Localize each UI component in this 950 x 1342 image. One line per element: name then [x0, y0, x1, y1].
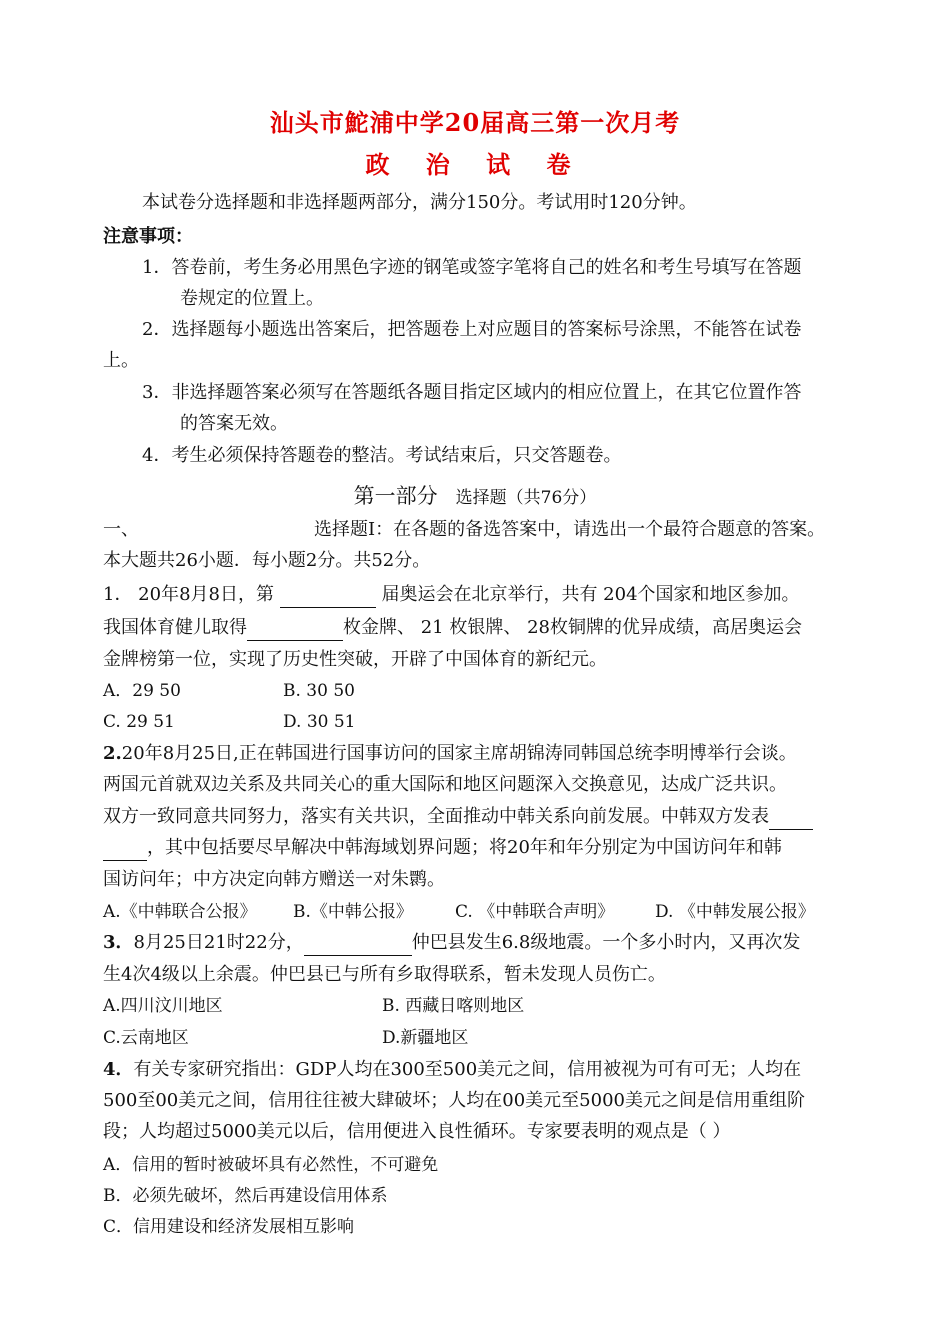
- question-2-line: 两国元首就双边关系及共同关心的重大国际和地区问题深入交换意见，达成广泛共识。: [103, 774, 787, 795]
- question-1-line: 我国体育健儿取得 枚金牌、 21 枚银牌、 28枚铜牌的优异成绩，高居奥运会: [103, 616, 802, 641]
- section-instructions-2: 本大题共26小题．每小题2分。共52分。: [103, 550, 431, 571]
- notice-item: 上。: [103, 350, 139, 371]
- option-a: A.《中韩联合公报》: [103, 902, 257, 922]
- exam-title: 汕头市鮀浦中学20届高三第一次月考: [269, 108, 681, 137]
- question-number: 4．: [103, 1059, 134, 1080]
- notice-item: 4．考生必须保持答题卷的整洁。考试结束后，只交答题卷。: [142, 445, 622, 466]
- question-1-line: 1． 20年8月8日，第 届奥运会在北京举行，共有 204个国家和地区参加。: [103, 583, 800, 608]
- option-d: D. 30 51: [283, 712, 356, 732]
- option-c: C. 《中韩联合声明》: [455, 902, 615, 922]
- section-number: 一、: [103, 519, 139, 540]
- question-number: 2.: [103, 743, 122, 764]
- question-2-line: 2.20年8月25日,正在韩国进行国事访问的国家主席胡锦涛同韩国总统李明博举行会谈。: [103, 743, 797, 764]
- intro-text: 本试卷分选择题和非选择题两部分，满分150分。考试用时120分钟。: [142, 192, 697, 213]
- option-b: B．必须先破坏，然后再建设信用体系: [103, 1186, 388, 1206]
- question-3-line: 3．8月25日21时22分， 仲巴县发生6.8级地震。一个多小时内，又再次发: [103, 931, 800, 956]
- question-4-line: 4．有关专家研究指出：GDP人均在300至500美元之间，信用被视为可有可无；人均在: [103, 1059, 802, 1080]
- question-4-line: 500至00美元之间，信用往往被大肆破坏；人均在00美元至5000美元之间是信用重组阶: [103, 1090, 805, 1111]
- option-d: D. 《中韩发展公报》: [655, 902, 815, 922]
- option-b: B. 西藏日喀则地区: [382, 996, 525, 1016]
- exam-subtitle: 政 治 试 卷: [365, 150, 585, 179]
- question-1-line: 金牌榜第一位，实现了历史性突破，开辟了中国体育的新纪元。: [103, 649, 607, 670]
- notice-item: 的答案无效。: [180, 413, 288, 434]
- question-number: 3．: [103, 932, 134, 953]
- option-a: A.四川汶川地区: [103, 996, 223, 1016]
- notice-item: 3．非选择题答案必须写在答题纸各题目指定区域内的相应位置上，在其它位置作答: [142, 382, 802, 403]
- option-b: B. 30 50: [283, 681, 355, 701]
- notice-heading: 注意事项：: [103, 226, 193, 247]
- option-a: A．信用的暂时被破坏具有必然性，不可避免: [103, 1155, 439, 1175]
- notice-item: 卷规定的位置上。: [180, 288, 324, 309]
- question-2-line: 双方一致同意共同努力，落实有关共识，全面推动中韩关系向前发展。中韩双方发表: [103, 805, 813, 830]
- notice-item: 1．答卷前，考生务必用黑色字迹的钢笔或签字笔将自己的姓名和考生号填写在答题: [142, 257, 802, 278]
- option-a: A．29 50: [103, 681, 181, 701]
- option-c: C. 29 51: [103, 712, 175, 732]
- option-d: D.新疆地区: [382, 1028, 469, 1048]
- section-instructions: 选择题Ⅰ：在各题的备选答案中，请选出一个最符合题意的答案。: [314, 519, 826, 540]
- part1-heading: [0, 480, 950, 510]
- option-c: C.云南地区: [103, 1028, 189, 1048]
- part1-subtitle: 选择题（共76分）: [455, 488, 597, 508]
- notice-item: 2．选择题每小题选出答案后，把答题卷上对应题目的答案标号涂黑，不能答在试卷: [142, 319, 802, 340]
- option-c: C．信用建设和经济发展相互影响: [103, 1217, 355, 1237]
- question-2-line: 国访问年；中方决定向韩方赠送一对朱鹮。: [103, 869, 445, 890]
- option-b: B.《中韩公报》: [293, 902, 413, 922]
- part1-title: 第一部分: [353, 484, 438, 508]
- question-3-line: 生4次4级以上余震。仲巴县已与所有乡取得联系，暂未发现人员伤亡。: [103, 964, 666, 985]
- question-2-line: ，其中包括要尽早解决中韩海域划界问题；将20年和年分别定为中国访问年和韩: [103, 836, 782, 861]
- question-4-line: 段；人均超过5000美元以后，信用便进入良性循环。专家要表明的观点是（ ）: [103, 1121, 731, 1142]
